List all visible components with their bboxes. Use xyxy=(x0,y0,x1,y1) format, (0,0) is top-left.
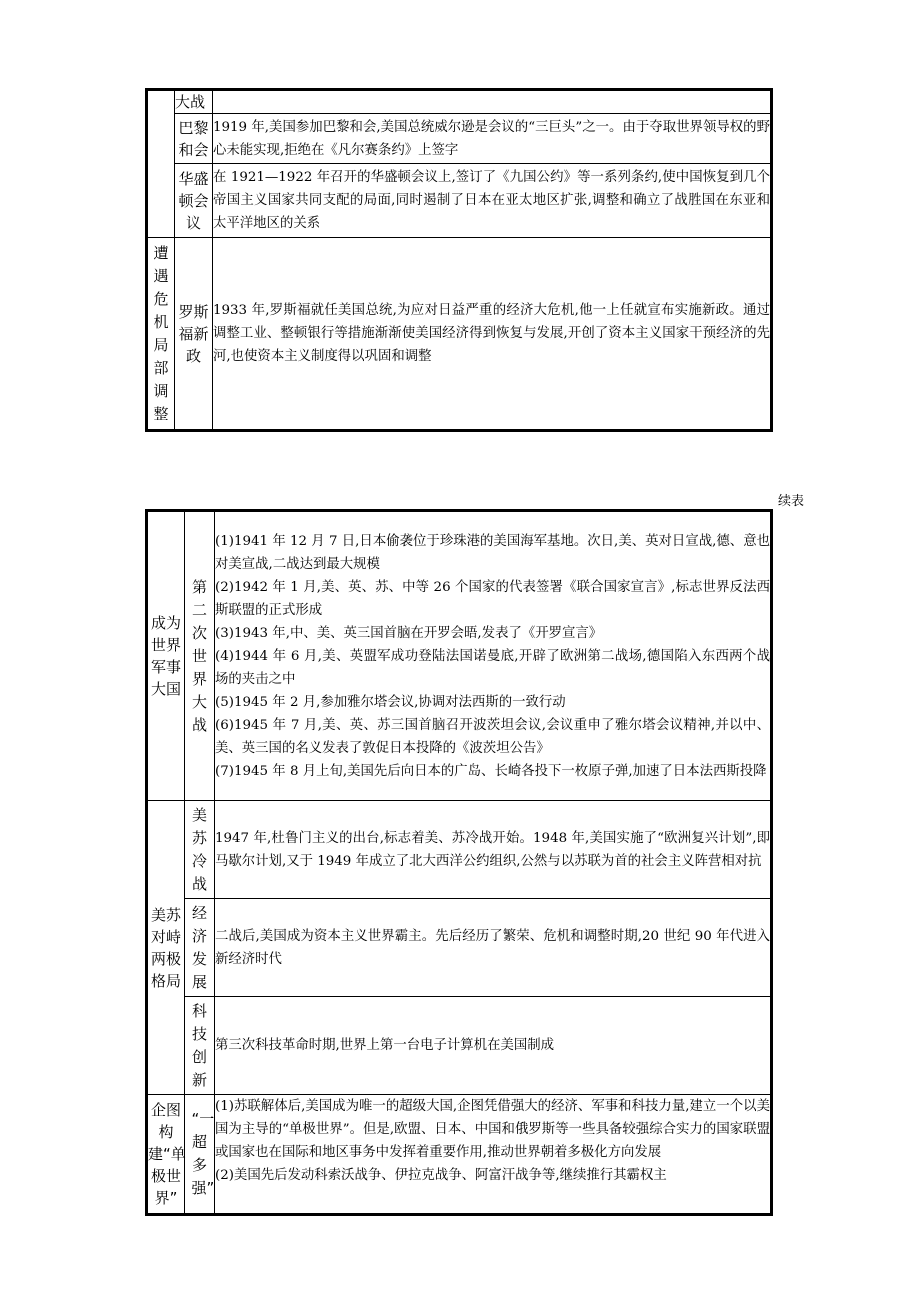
category-cell: 美苏对峙两极格局 xyxy=(147,801,185,1095)
table-row xyxy=(147,114,772,164)
category-cell: 遭遇危机局部调整 xyxy=(147,238,175,431)
topic-cell: “一超多强” xyxy=(185,1095,215,1215)
content-cell: 第三次科技革命时期,世界上第一台电子计算机在美国制成 xyxy=(215,997,772,1095)
topic-cell: 美苏冷战 xyxy=(185,801,215,899)
topic-cell: 华盛顿会议 xyxy=(175,164,213,238)
continued-label: 续表 xyxy=(778,494,805,509)
content-cell xyxy=(213,90,772,114)
table-row xyxy=(147,90,772,114)
topic-cell: 大战 xyxy=(175,90,213,114)
topic-cell: 巴黎和会 xyxy=(175,114,213,164)
topic-cell: 经济发展 xyxy=(185,899,215,997)
category-cell: 成为世界军事大国 xyxy=(147,511,185,801)
category-cell-blank xyxy=(147,90,175,238)
table-row xyxy=(147,164,772,238)
content-cell: 1947 年,杜鲁门主义的出台,标志着美、苏冷战开始。1948 年,美国实施了“欧洲复兴计划”,即马歇尔计划,又于 1949 年成立了北大西洋公约组织,公然与以苏联为首的社会主义阵营相对抗 xyxy=(215,801,772,899)
content-cell: 在 1921—1922 年召开的华盛顿会议上,签订了《九国公约》等一系列条约,使中国恢复到几个帝国主义国家共同支配的局面,同时遏制了日本在亚太地区扩张,调整和确立了战胜国在东亚和太平洋地区的关系 xyxy=(213,164,772,238)
table-row xyxy=(147,997,772,1095)
table-top xyxy=(145,88,773,432)
table-row xyxy=(147,801,772,899)
table-continued xyxy=(145,509,773,1216)
topic-cell: 罗斯福新政 xyxy=(175,238,213,431)
table-row xyxy=(147,1095,772,1215)
table-row xyxy=(147,899,772,997)
topic-cell: 科技创新 xyxy=(185,997,215,1095)
table-row xyxy=(147,238,772,431)
content-cell: 二战后,美国成为资本主义世界霸主。先后经历了繁荣、危机和调整时期,20 世纪 90 年代进入新经济时代 xyxy=(215,899,772,997)
table-row xyxy=(147,511,772,801)
topic-cell: 第二次世界大战 xyxy=(185,511,215,801)
category-cell: 企图构建“单极世界” xyxy=(147,1095,185,1215)
content-cell: 1933 年,罗斯福就任美国总统,为应对日益严重的经济大危机,他一上任就宣布实施新政。通过调整工业、整顿银行等措施渐渐使美国经济得到恢复与发展,开创了资本主义国家干预经济的先河,也使资本主义制度得以巩固和调整 xyxy=(213,238,772,431)
content-cell: (1)1941 年 12 月 7 日,日本偷袭位于珍珠港的美国海军基地。次日,美、英对日宣战,德、意也对美宣战,二战达到最大规模 (2)1942 年 1 月,美、英、苏、中等 26 个国家的代表签署《联合国家宣言》,标志世界反法西斯联盟的正式形成 (3)1943 年,中、美、英三国首脑在开罗会晤,发表了《开罗宣言》 (4)1944 年 6 月,美、英盟军成功登陆法国诺曼底,开辟了欧洲第二战场,德国陷入东西两个战场的夹击之中 (5)1945 年 2 月,参加雅尔塔会议,协调对法西斯的一致行动 (6)1945 年 7 月,美、英、苏三国首脑召开波茨坦会议,会议重申了雅尔塔会议精神,并以中、美、英三国的名义发表了敦促日本投降的《波茨坦公告》 (7)1945 年 8 月上旬,美国先后向日本的广岛、长崎各投下一枚原子弹,加速了日本法西斯投降 xyxy=(215,511,772,801)
content-cell: (1)苏联解体后,美国成为唯一的超级大国,企图凭借强大的经济、军事和科技力量,建立一个以美国为主导的“单极世界”。但是,欧盟、日本、中国和俄罗斯等一些具备较强综合实力的国家联盟或国家也在国际和地区事务中发挥着重要作用,推动世界朝着多极化方向发展 (2)美国先后发动科索沃战争、伊拉克战争、阿富汗战争等,继续推行其霸权主 xyxy=(215,1095,772,1215)
content-cell: 1919 年,美国参加巴黎和会,美国总统威尔逊是会议的“三巨头”之一。由于夺取世界领导权的野心未能实现,拒绝在《凡尔赛条约》上签字 xyxy=(213,114,772,164)
